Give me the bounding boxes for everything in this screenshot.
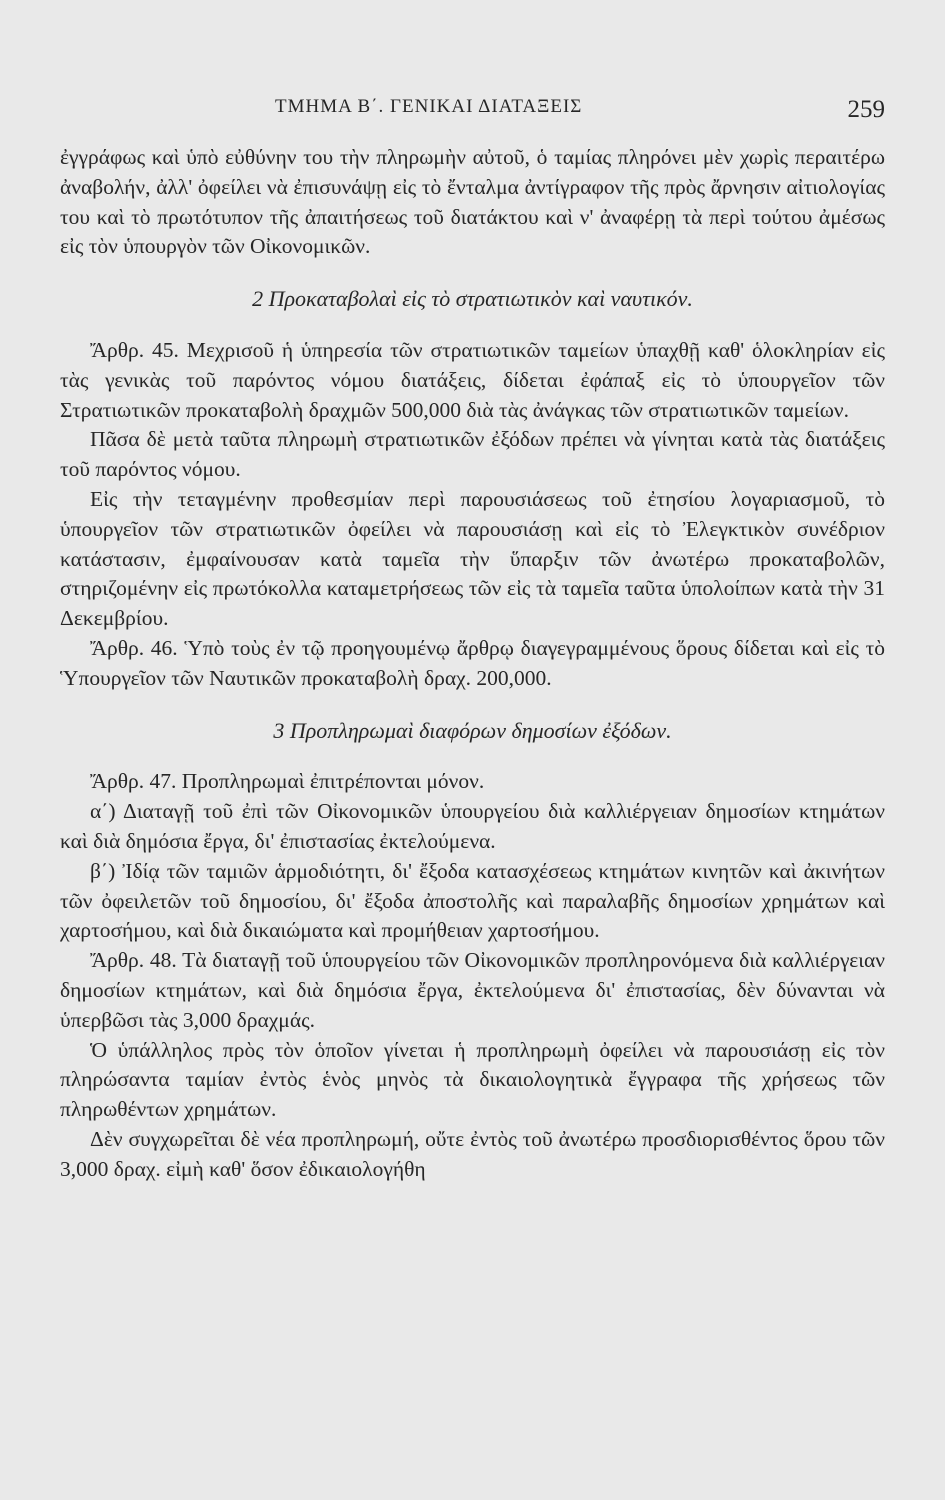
- article-45-paragraph-2: Πᾶσα δὲ μετὰ ταῦτα πληρωμὴ στρατιωτικῶν ἐξόδων πρέπει νὰ γίνηται κατὰ τὰς διατάξεις τοῦ παρόντος νόμου.: [60, 427, 885, 482]
- running-head: ΤΜΗΜΑ Β΄. ΓΕΝΙΚΑΙ ΔΙΑΤΑΞΕΙΣ: [275, 96, 583, 117]
- article-48-paragraph-3: Δὲν συγχωρεῖται δὲ νέα προπληρωμή, οὔτε ἐντὸς τοῦ ἀνωτέρω προσδιορισθέντος ὅρου τῶν 3,000 δραχ. εἰμὴ καθ' ὅσον ἐδικαιολογήθη: [60, 1126, 885, 1181]
- page-header: [60, 96, 885, 136]
- page-number: 259: [847, 96, 885, 123]
- section-heading-3: 3 Προπληρωμαὶ διαφόρων δημοσίων ἐξόδων.: [273, 717, 672, 743]
- page-body: [60, 143, 885, 1185]
- article-47-item-beta: β΄) Ἰδίᾳ τῶν ταμιῶν ἁρμοδιότητι, δι' ἔξοδα κατασχέσεως κτημάτων κινητῶν καὶ ἀκινήτων τῶν ὀφειλετῶν τοῦ δημοσίου, δι' ἔξοδα ἀποστολῆς καὶ παραλαβῆς δημοσίων χρημάτων καὶ χαρτοσήμου, καὶ διὰ δικαιώματα καὶ προμήθειαν χαρτοσήμου.: [60, 858, 885, 943]
- article-46: Ἄρθρ. 46. Ὑπὸ τοὺς ἐν τῷ προηγουμένῳ ἄρθρῳ διαγεγραμμένους ὅρους δίδεται καὶ εἰς τὸ Ὑπουργεῖον τῶν Ναυτικῶν προκαταβολὴ δραχ. 200,000.: [60, 635, 885, 690]
- article-47-item-alpha: α΄) Διαταγῇ τοῦ ἐπὶ τῶν Οἰκονομικῶν ὑπουργείου διὰ καλλιέργειαν δημοσίων κτημάτων καὶ διὰ δημόσια ἔργα, δι' ἐπιστασίας ἐκτελούμενα.: [60, 799, 885, 853]
- section-heading-2: 2 Προκαταβολαὶ εἰς τὸ στρατιωτικὸν καὶ ναυτικόν.: [252, 286, 693, 312]
- article-48: Ἄρθρ. 48. Τὰ διαταγῇ τοῦ ὑπουργείου τῶν Οἰκονομικῶν προπληρονόμενα διὰ καλλιέργειαν δημοσίων κτημάτων, καὶ διὰ δημόσια ἔργα, ἐκτελούμενα δι' ἐπιστασίας, δὲν δύνανται νὰ ὑπερβῶσι τὰς 3,000 δραχμάς.: [60, 948, 885, 1032]
- article-45-paragraph-3: Εἰς τὴν τεταγμένην προθεσμίαν περὶ παρουσιάσεως τοῦ ἐτησίου λογαριασμοῦ, τὸ ὑπουργεῖον τῶν στρατιωτικῶν ὀφείλει νὰ παρουσιάσῃ καὶ εἰς τὸ Ἐλεγκτικὸν συνέδριον κατάστασιν, ἐμφαίνουσαν κατὰ ταμεῖα τὴν ὕπαρξιν τῶν ἀνωτέρω προκαταβολῶν, στηριζομένην εἰς πρωτόκολλα καταμετρήσεως τῶν εἰς τὰ ταμεῖα ταῦτα ὑπολοίπων κατὰ τὴν 31 Δεκεμβρίου.: [60, 486, 885, 631]
- paragraph-continuation: ἐγγράφως καὶ ὑπὸ εὐθύνην του τὴν πληρωμὴν αὐτοῦ, ὁ ταμίας πληρόνει μὲν χωρὶς περαιτέρω ἀναβολήν, ἀλλ' ὀφείλει νὰ ἐπισυνάψῃ εἰς τὸ ἔνταλμα ἀντίγραφον τῆς πρὸς ἄρνησιν αἰτιολογίας του καὶ τὸ πρωτότυπον τῆς ἀπαιτήσεως τοῦ διατάκτου καὶ ν' ἀναφέρῃ τὰ περὶ τούτου ἀμέσως εἰς τὸν ὑπουργὸν τῶν Οἰκονομικῶν.: [60, 145, 885, 259]
- article-45: Ἄρθρ. 45. Μεχρισοῦ ἡ ὑπηρεσία τῶν στρατιωτικῶν ταμείων ὑπαχθῇ καθ' ὁλοκληρίαν εἰς τὰς γενικὰς τοῦ παρόντος νόμου διατάξεις, δίδεται ἐφάπαξ εἰς τὸ ὑπουργεῖον τῶν Στρατιωτικῶν προκαταβολὴ δραχμῶν 500,000 διὰ τὰς ἀνάγκας τῶν στρατιωτικῶν ταμείων.: [60, 337, 885, 422]
- article-48-paragraph-2: Ὁ ὑπάλληλος πρὸς τὸν ὁποῖον γίνεται ἡ προπληρωμὴ ὀφείλει νὰ παρουσιάσῃ εἰς τὸν πληρώσαντα ταμίαν ἐντὸς ἑνὸς μηνὸς τὰ δικαιολογητικὰ ἔγγραφα τῆς χρήσεως τῶν πληρωθέντων χρημάτων.: [60, 1037, 885, 1122]
- article-47: Ἄρθρ. 47. Προπληρωμαὶ ἐπιτρέπονται μόνον.: [90, 769, 485, 794]
